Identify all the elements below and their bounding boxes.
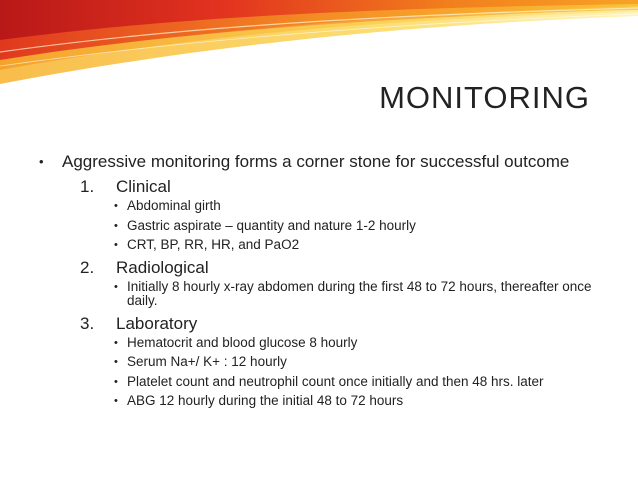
list-item-text: Initially 8 hourly x-ray abdomen during the first 48 to 72 hours, thereafter once daily. — [127, 278, 592, 308]
bullet-icon: • — [114, 239, 118, 251]
section-number: 1. — [80, 177, 95, 196]
intro-text: Aggressive monitoring forms a corner stone for successful outcome — [62, 152, 570, 171]
bullet-icon: • — [114, 395, 118, 407]
list-item-text: Gastric aspirate – quantity and nature 1-2 hourly — [127, 217, 416, 233]
section-number: 2. — [80, 257, 95, 277]
list-item — [24, 219, 594, 234]
section-laboratory — [24, 314, 594, 333]
list-item-text: ABG 12 hourly during the initial 48 to 72 hours — [127, 393, 404, 408]
slide-body — [24, 153, 594, 414]
list-item-text: Hematocrit and blood glucose 8 hourly — [127, 334, 358, 350]
bullet-icon: • — [114, 336, 118, 349]
section-number: 3. — [80, 313, 95, 333]
list-item-text: Abdominal girth — [127, 198, 221, 213]
bullet-icon: • — [114, 219, 118, 232]
list-item — [24, 336, 594, 351]
slide-title: MONITORING — [379, 80, 590, 115]
section-heading: Radiological — [116, 257, 209, 277]
section-clinical — [24, 177, 594, 196]
list-item-text: CRT, BP, RR, HR, and PaO2 — [127, 237, 300, 252]
section-radiological — [24, 258, 594, 277]
intro-bullet — [24, 153, 594, 171]
list-item-text: Platelet count and neutrophil count once initially and then 48 hrs. later — [127, 373, 544, 389]
bullet-icon: • — [114, 280, 118, 293]
list-item — [24, 355, 594, 370]
section-heading: Clinical — [116, 177, 171, 196]
section-heading: Laboratory — [116, 313, 198, 333]
list-item-text: Serum Na+/ K+ : 12 hourly — [127, 354, 287, 369]
bullet-icon: • — [39, 154, 44, 169]
list-item — [24, 394, 594, 409]
bullet-icon: • — [114, 375, 118, 388]
list-item — [24, 375, 594, 390]
bullet-icon: • — [114, 356, 118, 368]
bullet-icon: • — [114, 200, 118, 212]
list-item — [24, 238, 594, 253]
list-item — [24, 199, 594, 214]
decorative-swoosh-banner — [0, 0, 638, 90]
list-item — [24, 280, 594, 309]
